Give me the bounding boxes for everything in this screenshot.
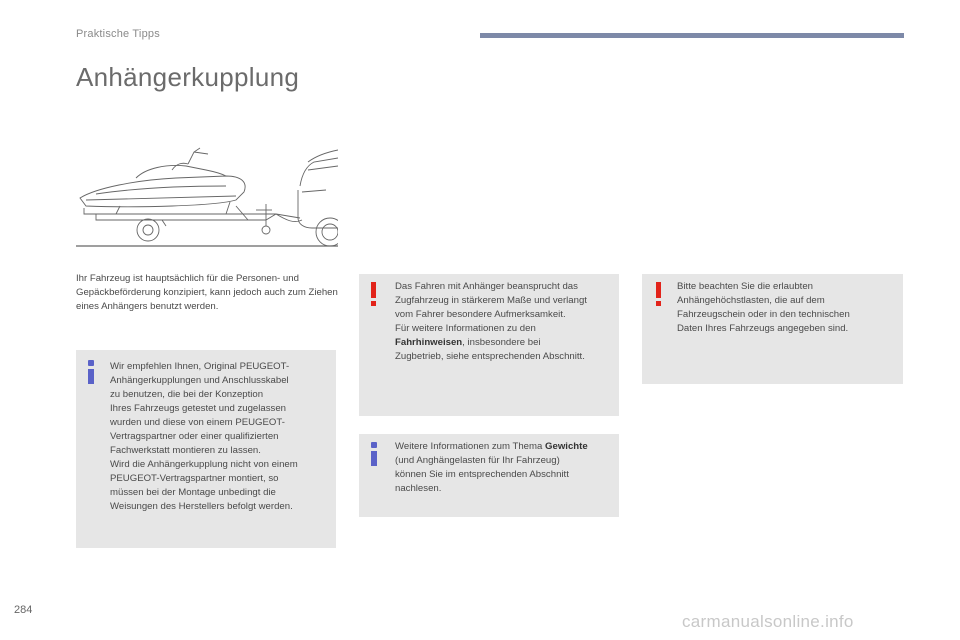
section-title: Praktische Tipps xyxy=(76,28,160,40)
towing-illustration xyxy=(76,140,338,250)
watermark: carmanualsonline.info xyxy=(682,612,854,631)
bold-term-fahrhinweisen: Fahrhinweisen xyxy=(395,337,463,348)
info-icon xyxy=(369,442,379,466)
warning-box-text: Das Fahren mit Anhänger beansprucht das Zugfahrzeug in stärkerem Maße und verlangt vom Fahrer besondere Aufmerksamkeit. Für weitere Informationen zu den Fahrhinweisen, insbesondere bei Zugbetrieb, siehe entsprechenden Abschnitt. xyxy=(395,281,587,362)
intro-text: Ihr Fahrzeug ist hauptsächlich für die Personen- und Gepäckbeförderung konzipiert, kann jedoch auch zum Ziehen eines Anhängers benutzt werden. xyxy=(76,273,338,312)
info-box-peugeot-coupling xyxy=(76,350,336,548)
warning-box-driving xyxy=(359,274,619,416)
warning-icon xyxy=(654,282,664,306)
bold-term-gewichte: Gewichte xyxy=(545,441,588,452)
info-icon xyxy=(86,360,96,384)
info-box-text: Wir empfehlen Ihnen, Original PEUGEOT- Anhängerkupplungen und Anschlusskabel zu benutzen, die bei der Konzeption Ihres Fahrzeugs getestet und zugelassen wurden und diese von einem PEUGEOT- Vertragspartner oder einer qualifizierten Fachwerkstatt montieren zu lassen. Wird die Anhängerkupplung nicht von einem PEUGEOT-Vertragspartner montiert, so müssen bei der Montage unbedingt die Weisungen des Herstellers befolgt werden. xyxy=(110,361,298,512)
warning-box-loads xyxy=(642,274,903,384)
warning-box-loads-text: Bitte beachten Sie die erlaubten Anhängehöchstlasten, die auf dem Fahrzeugschein oder in den technischen Daten Ihres Fahrzeugs angegeben sind. xyxy=(677,281,850,334)
info-box-weights xyxy=(359,434,619,517)
page-title: Anhängerkupplung xyxy=(76,62,300,92)
warning-icon xyxy=(369,282,379,306)
info-box-weights-text: Weitere Informationen zum Thema Gewichte (und Anghängelasten für Ihr Fahrzeug) können Sie im entsprechenden Abschnitt nachlesen. xyxy=(395,441,588,494)
header-bar xyxy=(480,33,904,38)
page-number: 284 xyxy=(14,604,33,616)
